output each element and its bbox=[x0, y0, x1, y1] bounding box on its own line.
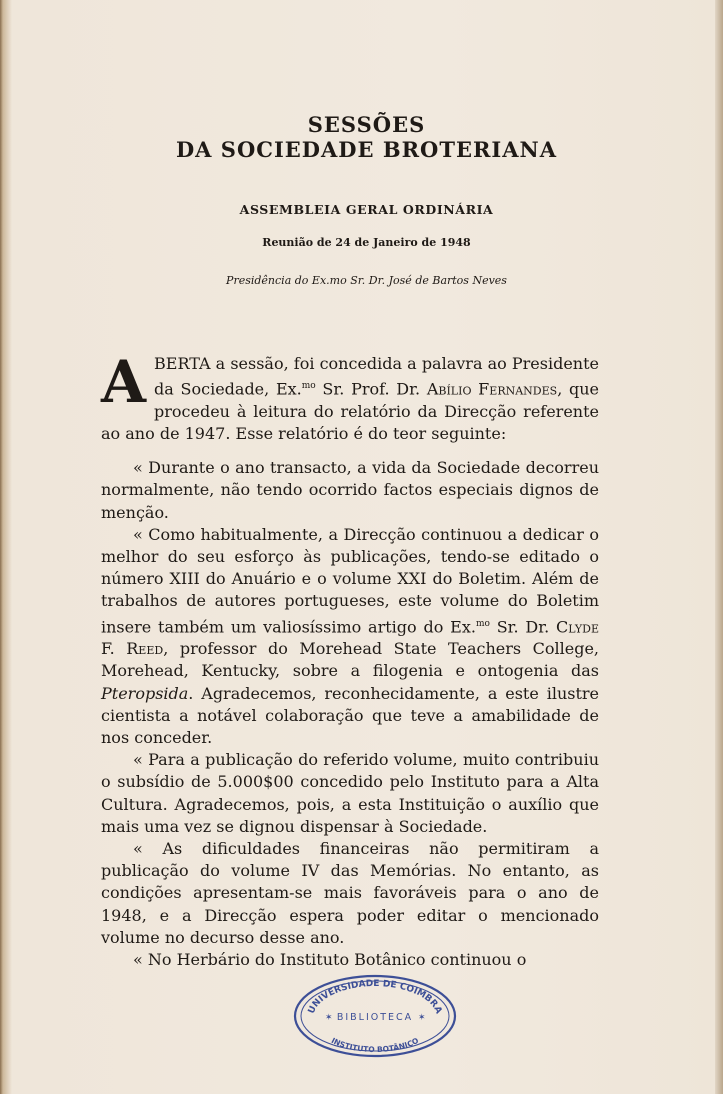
p1-sup: mo bbox=[301, 381, 316, 392]
p3-italic: Pteropsida bbox=[101, 683, 189, 703]
p1-text-a: BERTA a sessão, foi concedida a palavra ao Presidente da Sociedade, Ex. bbox=[154, 354, 599, 399]
paragraph-5: « As dificuldades financeiras não permitiram a publicação do volume IV das Memórias. No entanto, as condições apresentam-se mais favoráveis para o ano de 1948, e a Direcção espera poder editar o mencionado volume no decurso desse ano. bbox=[101, 838, 599, 947]
paragraph-4: « Para a publicação do referido volume, muito contribuiu o subsídio de 5.000$00 concedido pelo Instituto para a Alta Cultura. Agradecemos, pois, a esta Instituição o auxílio que mais uma vez se dignou dispensar à Sociedade. bbox=[101, 750, 599, 836]
p1-text-b: Sr. Prof. Dr. bbox=[315, 379, 427, 399]
star-icon: ✶ bbox=[325, 1013, 333, 1023]
p3-name: Clyde F. Reed bbox=[101, 616, 600, 659]
star-icon: ✶ bbox=[418, 1013, 426, 1023]
paragraph-2: « Durante o ano transacto, a vida da Sociedade decorreu normalmente, não tendo ocorrido factos especiais dignos de menção. bbox=[101, 458, 599, 522]
page-title-line2: DA SOCIEDADE BROTERIANA bbox=[175, 137, 558, 162]
page-title-line1: SESSÕES bbox=[307, 112, 426, 137]
p3-text-c: , professor do Morehead State Teachers College, Morehead, Kentucky, sobre a filogenia e ontogenia das bbox=[101, 639, 600, 681]
page-edge bbox=[715, 0, 723, 1094]
p1-name: Abílio Fernandes bbox=[426, 379, 558, 399]
p3-text-a: « Como habitualmente, a Direcção continuou a dedicar o melhor do seu esforço às publicações, tendo-se editado o número XIII do Anuário e o volume XXI do Boletim. Além de trabalhos de autores portugueses, este volume do Boletim insere também um valiosíssimo artigo do Ex. bbox=[101, 524, 599, 636]
p3-text-d: . Agradecemos, reconhecidamente, a este ilustre cientista a notável colaboração que teve a amabilidade de nos conceder. bbox=[101, 683, 599, 747]
stamp-bottom-text: INSTITUTO BOTÂNICO bbox=[329, 1035, 421, 1055]
paragraph-6: « No Herbário do Instituto Botânico continuou o bbox=[133, 949, 527, 969]
library-stamp bbox=[291, 972, 459, 1060]
paragraph-3 bbox=[101, 524, 599, 749]
presidency-line: Presidência do Ex.mo Sr. Dr. José de Bartos Neves bbox=[226, 274, 507, 287]
section-subtitle: ASSEMBLEIA GERAL ORDINÁRIA bbox=[239, 202, 494, 217]
paragraph-1 bbox=[101, 348, 600, 445]
p1-text-c: , que procedeu à leitura do relatório da Direcção referente ao ano de 1947. Esse relatório é do teor seguinte: bbox=[101, 379, 600, 443]
p3-text-b: Sr. Dr. bbox=[489, 616, 557, 636]
p3-sup: mo bbox=[475, 618, 490, 629]
stamp-top-text: UNIVERSIDADE DE COIMBRA bbox=[306, 978, 444, 1016]
meeting-date: Reunião de 24 de Janeiro de 1948 bbox=[262, 236, 471, 249]
stamp-middle-text: BIBLIOTECA bbox=[336, 1012, 414, 1023]
drop-cap: A bbox=[101, 348, 147, 416]
body-text bbox=[101, 348, 600, 971]
